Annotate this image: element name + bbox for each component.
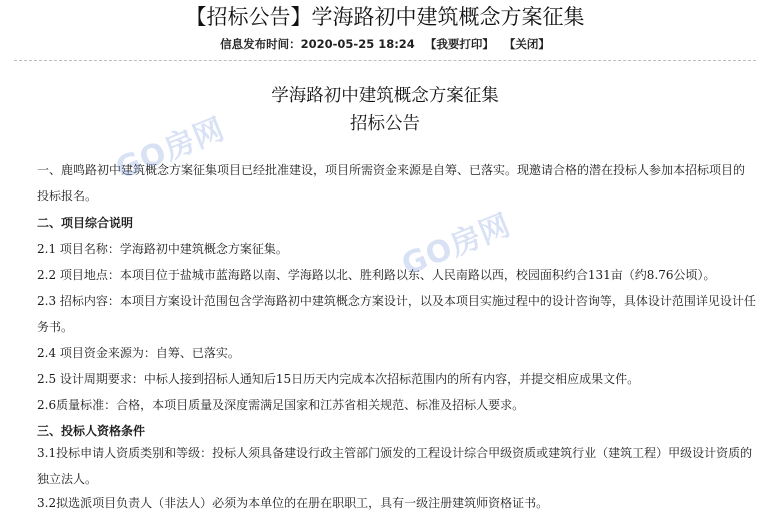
- page-title: 【招标公告】学海路初中建筑概念方案征集: [185, 5, 585, 29]
- item-2-4: 2.4 项目资金来源为：自筹、已落实。: [37, 346, 240, 360]
- publish-time: 信息发布时间：2020-05-25 18:24: [220, 37, 415, 51]
- item-2-3: 2.3 招标内容：本项目方案设计范围包含学海路初中建筑概念方案设计，以及本项目实施过程中的设计咨询等，具体设计范围详见设计任务书。: [37, 294, 756, 334]
- watermark-logo: GO房网: [396, 207, 516, 283]
- item-2-6: 2.6质量标准：合格，本项目质量及深度需满足国家和江苏省相关规范、标准及招标人要求。: [37, 398, 525, 412]
- item-2-5: 2.5 设计周期要求：中标人接到招标人通知后15日历天内完成本次招标范围内的所有内容，并提交相应成果文件。: [37, 372, 640, 386]
- section-2-heading: 二、项目综合说明: [37, 216, 134, 230]
- meta-bar: [0, 36, 770, 52]
- item-2-1: 2.1 项目名称：学海路初中建筑概念方案征集。: [37, 242, 288, 256]
- document-subtitle: 招标公告: [350, 114, 420, 134]
- watermark-logo: GO房网: [110, 111, 230, 187]
- intro-paragraph: 一、鹿鸣路初中建筑概念方案征集项目已经批准建设，项目所需资金来源是自筹、已落实。现邀请合格的潜在投标人参加本招标项目的投标报名。: [37, 163, 746, 203]
- item-3-2: 3.2拟选派项目负责人（非法人）必须为本单位的在册在职职工，具有一级注册建筑师资格证书。: [37, 496, 549, 510]
- print-link[interactable]: 【我要打印】: [424, 37, 494, 51]
- item-3-1: 3.1投标申请人资质类别和等级：投标人须具备建设行政主管部门颁发的工程设计综合甲级资质或建筑行业（建筑工程）甲级设计资质的独立法人。: [37, 446, 753, 486]
- close-link[interactable]: 【关闭】: [503, 37, 550, 51]
- item-2-2: 2.2 项目地点：本项目位于盐城市蓝海路以南、学海路以北、胜利路以东、人民南路以西，校园面积约合131亩（约8.76公顷）。: [37, 268, 716, 282]
- document-title: 学海路初中建筑概念方案征集: [271, 86, 499, 106]
- section-3-heading: 三、投标人资格条件: [37, 424, 146, 438]
- divider: [14, 60, 756, 61]
